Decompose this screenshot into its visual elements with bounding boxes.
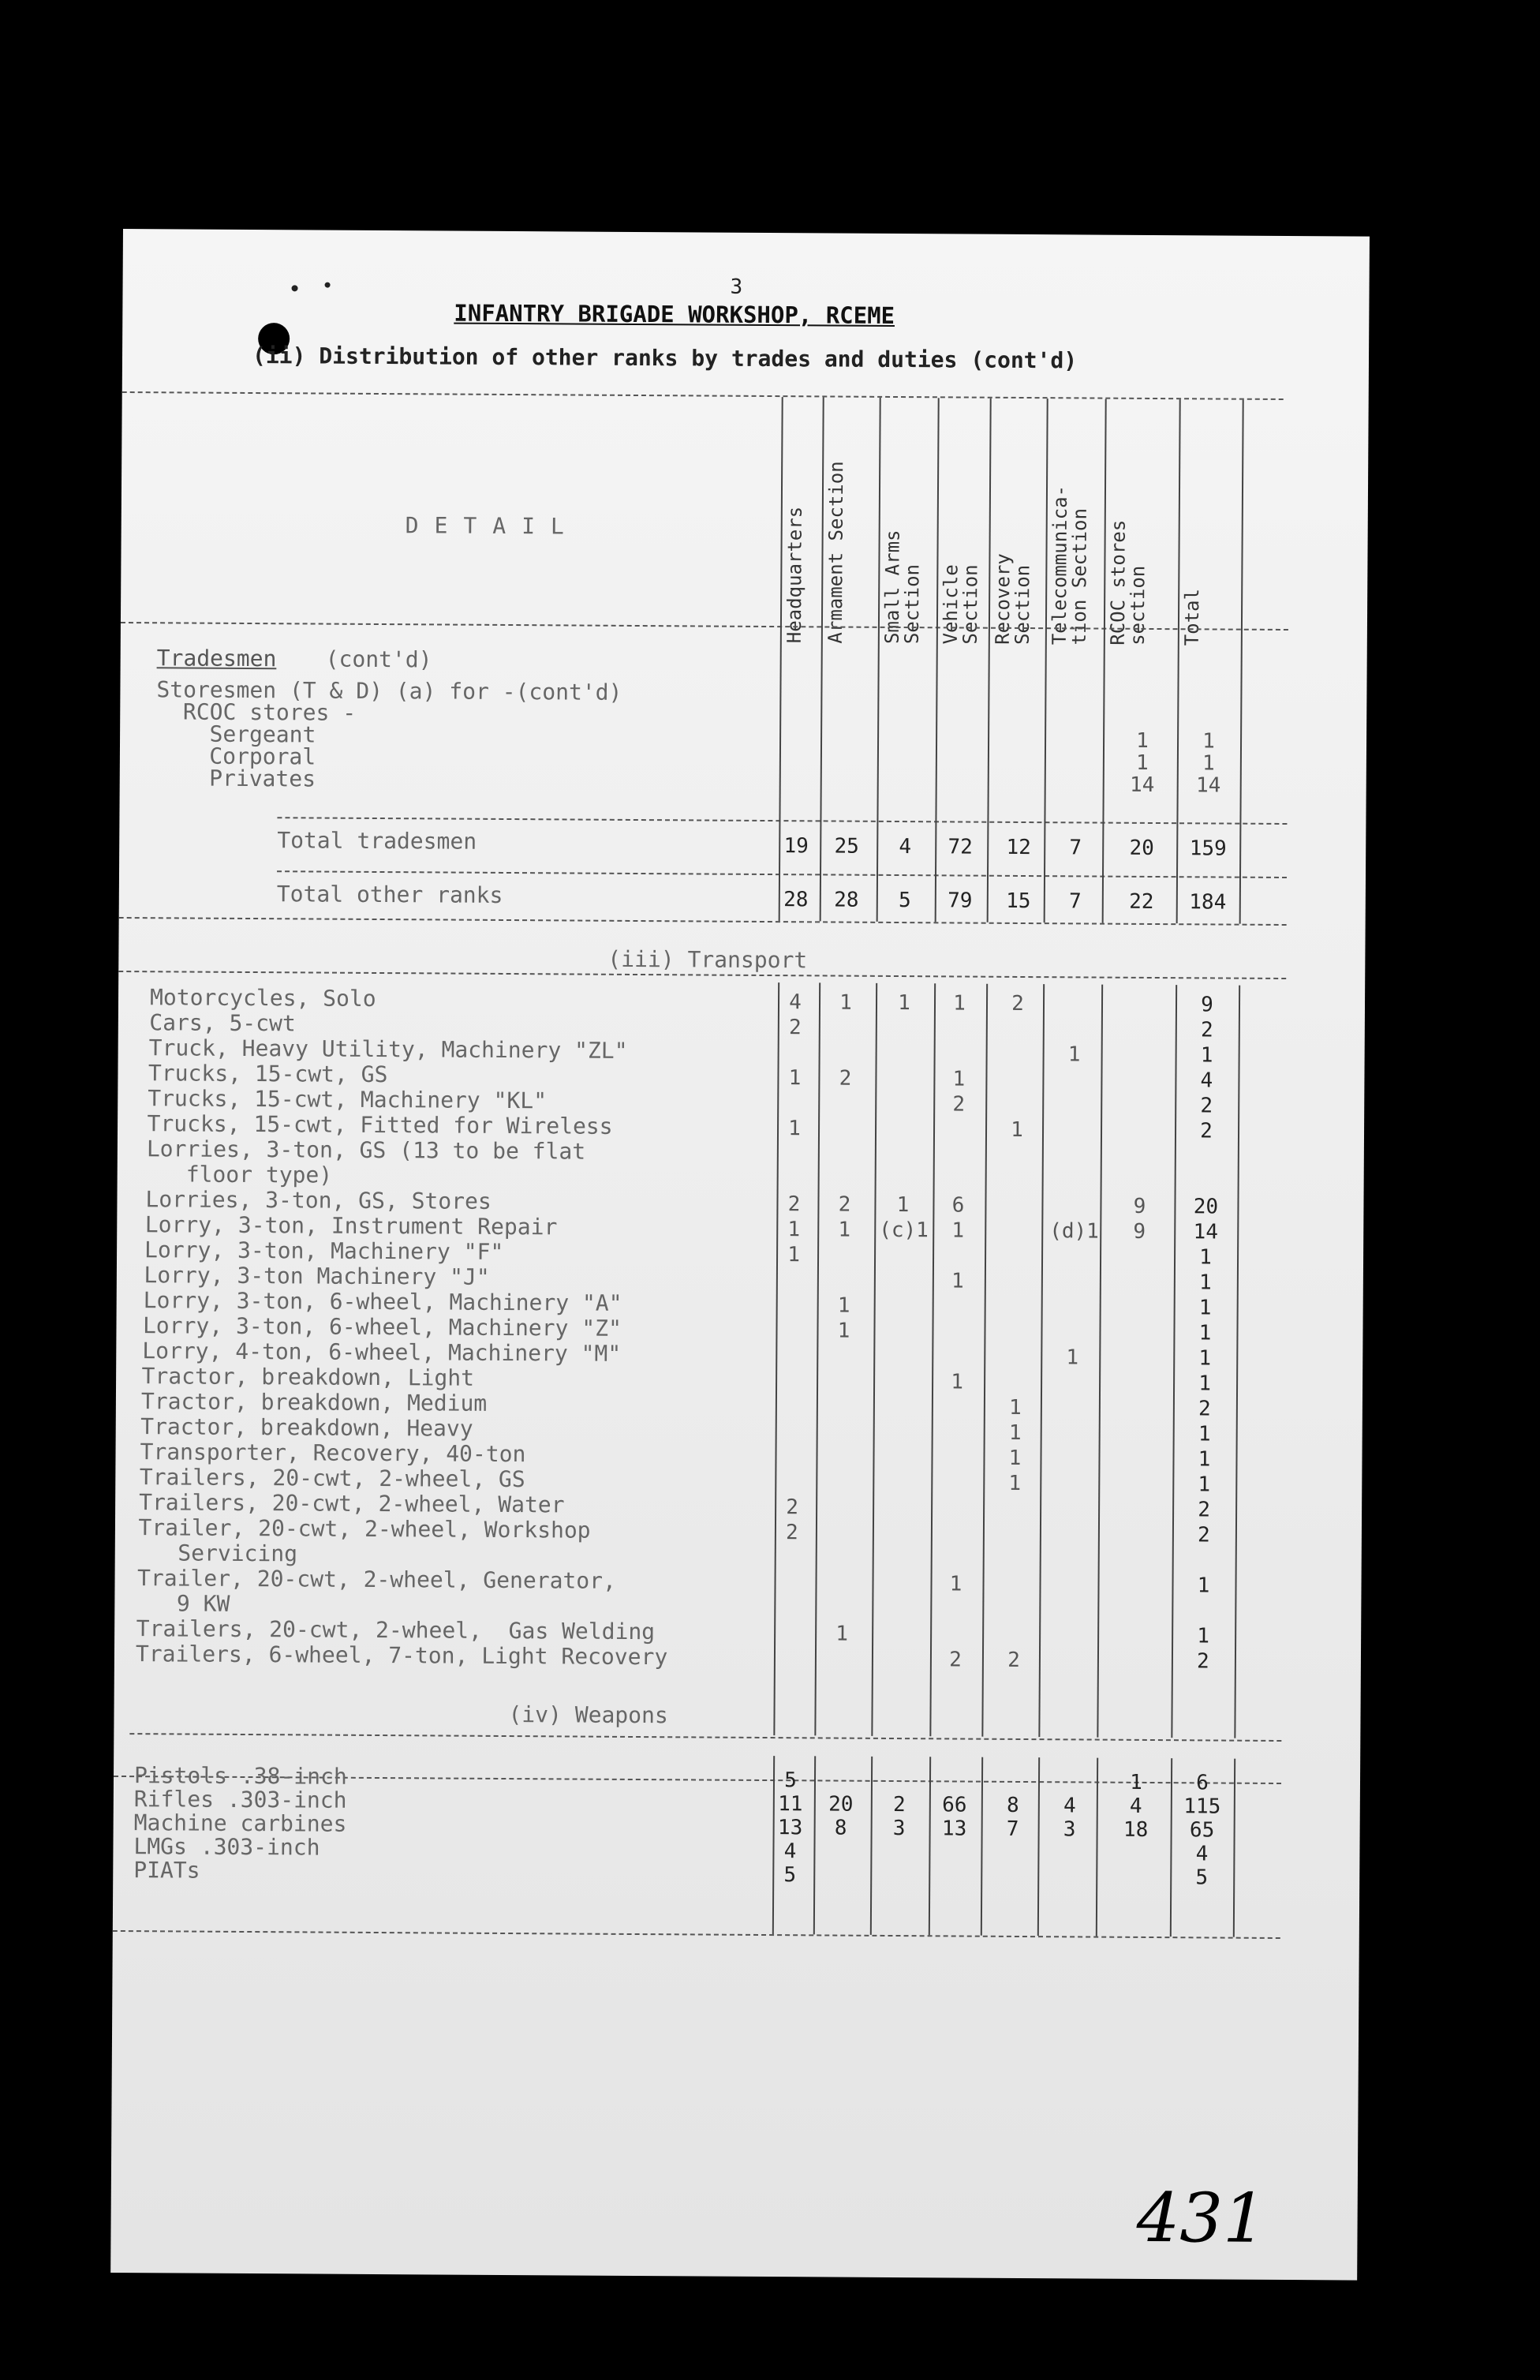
- table-cell: 1: [837, 1319, 850, 1343]
- transport-line: Tractor, breakdown, Heavy: [140, 1413, 473, 1442]
- column-divider: [1102, 399, 1107, 923]
- column-divider: [981, 1757, 983, 1936]
- table-cell: 1: [1197, 1574, 1210, 1598]
- table-cell: 2: [952, 1092, 966, 1117]
- table-cell: 1: [1198, 1296, 1212, 1320]
- column-divider: [1170, 1758, 1172, 1937]
- table-cell: 1: [1135, 750, 1149, 775]
- table-cell: 159: [1189, 836, 1227, 861]
- table-cell: 1: [1198, 1447, 1211, 1472]
- transport-line: Trailers, 20-cwt, 2-wheel, Water: [139, 1489, 565, 1518]
- table-cell: 2: [1200, 1018, 1213, 1042]
- table-cell: (d)1: [1049, 1219, 1099, 1244]
- table-cell: 20: [828, 1792, 854, 1817]
- column-header: Armament Section: [824, 461, 848, 644]
- table-cell: 9: [1133, 1194, 1146, 1218]
- table-cell: 115: [1183, 1794, 1221, 1819]
- transport-line: Truck, Heavy Utility, Machinery "ZL": [148, 1035, 628, 1064]
- transport-line: Servicing: [137, 1540, 298, 1567]
- column-divider: [1239, 400, 1244, 924]
- tradesmen-line: Sergeant: [155, 720, 316, 748]
- column-divider: [1234, 986, 1240, 1738]
- table-cell: 5: [783, 1863, 797, 1888]
- table-cell: 11: [778, 1792, 803, 1817]
- table-cell: 4: [1195, 1842, 1209, 1866]
- table-cell: 4: [899, 835, 912, 859]
- column-header: Total: [1180, 588, 1204, 646]
- table-cell: (c)1: [879, 1218, 929, 1243]
- transport-line: 9 KW: [136, 1590, 230, 1617]
- table-cell: 7: [1069, 836, 1082, 860]
- table-cell: 6: [951, 1193, 965, 1218]
- table-cell: 4: [789, 990, 802, 1015]
- column-header: Vehicle Section: [939, 564, 982, 645]
- weapons-line: Pistols .38-inch: [133, 1762, 347, 1790]
- weapons-line: PIATs: [133, 1857, 200, 1884]
- table-cell: 2: [1007, 1648, 1020, 1672]
- transport-heading: (iii) Transport: [607, 945, 808, 974]
- transport-line: Transporter, Recovery, 40-ton: [140, 1439, 526, 1468]
- table-cell: 1: [1198, 1270, 1212, 1295]
- transport-line: Cars, 5-cwt: [149, 1009, 296, 1037]
- column-divider: [929, 1757, 931, 1935]
- transport-line: Lorry, 3-ton, Machinery "F": [144, 1237, 504, 1265]
- ink-mark: [292, 285, 298, 291]
- table-cell: 9: [1201, 993, 1213, 1017]
- table-cell: 13: [777, 1816, 803, 1840]
- table-cell: 66: [942, 1793, 967, 1817]
- table-cell: 2: [949, 1648, 962, 1672]
- table-cell: 8: [1006, 1793, 1019, 1817]
- transport-line: Trailer, 20-cwt, 2-wheel, Workshop: [138, 1514, 591, 1544]
- table-cell: 1: [835, 1622, 849, 1646]
- table-cell: 13: [941, 1817, 967, 1841]
- table-rule: [113, 1930, 1280, 1939]
- transport-line: Lorry, 3-ton, 6-wheel, Machinery "A": [143, 1287, 622, 1316]
- table-rule: [277, 817, 1287, 825]
- weapons-line: Rifles .303-inch: [133, 1786, 347, 1813]
- tradesmen-line: Corporal: [155, 743, 316, 770]
- table-cell: 2: [786, 1521, 798, 1545]
- table-cell: 1: [838, 1218, 851, 1242]
- table-cell: 3: [1063, 1817, 1076, 1842]
- tradesmen-line: RCOC stores -: [156, 698, 357, 726]
- table-rule: [122, 391, 1284, 400]
- column-divider: [1176, 399, 1181, 923]
- column-divider: [773, 982, 779, 1735]
- document-page: [110, 229, 1370, 2281]
- transport-line: Lorries, 3-ton, GS (13 to be flat: [146, 1136, 586, 1165]
- transport-line: Lorries, 3-ton, GS, Stores: [145, 1186, 492, 1214]
- table-cell: 2: [787, 1192, 801, 1217]
- transport-line: Lorry, 4-ton, 6-wheel, Machinery "M": [142, 1338, 622, 1367]
- table-cell: 28: [783, 888, 809, 912]
- table-cell: 2: [1011, 991, 1024, 1016]
- table-cell: 1: [1198, 1346, 1212, 1371]
- column-divider: [1171, 985, 1177, 1738]
- table-cell: 1: [787, 1243, 800, 1267]
- table-cell: 1: [896, 1193, 910, 1218]
- table-cell: 1: [1198, 1422, 1211, 1446]
- weapons-heading: (iv) Weapons: [508, 1701, 668, 1729]
- column-divider: [870, 1757, 873, 1935]
- table-cell: 1: [1008, 1395, 1022, 1420]
- table-cell: 22: [1129, 889, 1154, 914]
- table-cell: 1: [1197, 1624, 1210, 1648]
- column-divider: [987, 399, 992, 922]
- table-cell: 20: [1129, 836, 1154, 860]
- table-cell: 28: [834, 888, 859, 912]
- table-cell: 1: [1202, 729, 1215, 754]
- table-cell: 2: [786, 1495, 799, 1520]
- weapons-line: Machine carbines: [133, 1809, 347, 1837]
- table-cell: 14: [1129, 773, 1155, 797]
- column-divider: [1038, 984, 1045, 1737]
- document-title: INFANTRY BRIGADE WORKSHOP, RCEME: [454, 299, 895, 329]
- table-cell: 1: [1067, 1042, 1081, 1067]
- table-cell: 19: [783, 834, 809, 859]
- table-cell: 1: [898, 991, 910, 1016]
- table-cell: 184: [1189, 890, 1227, 915]
- table-cell: 1: [1202, 751, 1215, 776]
- weapons-line: LMGs .303-inch: [133, 1833, 320, 1861]
- table-cell: 1: [1136, 728, 1149, 753]
- table-cell: 1: [837, 1293, 850, 1318]
- table-cell: 18: [1123, 1817, 1149, 1842]
- table-cell: 20: [1193, 1195, 1219, 1219]
- tradesmen-heading-suffix: (cont'd): [325, 646, 432, 673]
- tradesmen-heading: Tradesmen: [156, 645, 277, 672]
- transport-line: Trucks, 15-cwt, Fitted for Wireless: [147, 1110, 613, 1139]
- table-cell: 7: [1068, 889, 1082, 914]
- total-tradesmen-label: Total tradesmen: [277, 827, 477, 855]
- table-cell: 5: [1195, 1865, 1209, 1890]
- column-header: Recovery Section: [991, 553, 1034, 646]
- transport-line: Trailers, 20-cwt, 2-wheel, GS: [139, 1464, 525, 1493]
- column-divider: [1097, 985, 1103, 1738]
- document-subtitle: (ii) Distribution of other ranks by trades and duties (cont'd): [252, 342, 1078, 374]
- table-cell: 14: [1193, 1220, 1219, 1244]
- transport-line: Trucks, 15-cwt, Machinery "KL": [148, 1085, 548, 1114]
- table-cell: 1: [1198, 1473, 1211, 1497]
- table-cell: 2: [1200, 1094, 1213, 1118]
- column-divider: [871, 983, 877, 1736]
- table-cell: 2: [838, 1192, 851, 1217]
- column-header: Telecommunica- tion Section: [1048, 485, 1092, 646]
- table-cell: 1: [1008, 1471, 1022, 1495]
- table-cell: 1: [788, 1066, 802, 1091]
- table-cell: 3: [892, 1816, 906, 1841]
- table-cell: 65: [1189, 1818, 1215, 1843]
- archive-page-stamp: 431: [1136, 2178, 1267, 2258]
- table-rule: [277, 870, 1287, 878]
- table-cell: 72: [948, 835, 973, 859]
- table-cell: 2: [788, 1016, 802, 1040]
- table-cell: 1: [1199, 1245, 1212, 1270]
- column-divider: [877, 398, 881, 922]
- table-cell: 7: [1006, 1817, 1019, 1841]
- transport-line: Lorry, 3-ton, 6-wheel, Machinery "Z": [142, 1312, 622, 1342]
- transport-line: Motorcycles, Solo: [149, 984, 376, 1012]
- table-cell: 1: [1198, 1371, 1212, 1396]
- table-cell: 5: [784, 1768, 797, 1793]
- table-cell: 2: [1197, 1649, 1209, 1674]
- table-cell: 4: [1129, 1794, 1142, 1818]
- table-cell: 2: [1200, 1119, 1213, 1143]
- transport-line: floor type): [146, 1161, 333, 1188]
- table-cell: 4: [1063, 1794, 1076, 1818]
- column-divider: [1233, 1759, 1235, 1937]
- table-cell: 1: [787, 1218, 801, 1242]
- table-cell: 2: [1197, 1523, 1210, 1547]
- transport-line: Lorry, 3-ton, Instrument Repair: [144, 1211, 558, 1241]
- transport-line: Lorry, 3-ton Machinery "J": [144, 1262, 490, 1290]
- table-cell: 2: [839, 1066, 852, 1091]
- column-header: Headquarters: [783, 506, 806, 644]
- total-other-ranks-label: Total other ranks: [276, 881, 503, 908]
- column-divider: [981, 984, 988, 1737]
- table-cell: 1: [839, 990, 852, 1015]
- column-header: RCOC stores section: [1106, 519, 1149, 646]
- table-cell: 1: [951, 1218, 965, 1243]
- transport-line: Trailers, 20-cwt, 2-wheel, Gas Welding: [136, 1615, 656, 1645]
- page-number: 3: [730, 275, 743, 299]
- table-cell: 5: [898, 889, 911, 913]
- table-cell: 6: [1196, 1771, 1209, 1795]
- table-cell: 1: [1198, 1321, 1212, 1345]
- table-cell: 12: [1006, 835, 1031, 860]
- detail-column-header: DETAIL: [405, 512, 580, 540]
- table-cell: 15: [1006, 889, 1031, 914]
- table-cell: 1: [1011, 1117, 1023, 1142]
- table-cell: 1: [1008, 1420, 1022, 1445]
- table-cell: 79: [948, 889, 973, 913]
- table-cell: 1: [951, 1269, 964, 1293]
- table-cell: 4: [783, 1839, 797, 1864]
- table-cell: 14: [1195, 773, 1221, 798]
- transport-line: Trucks, 15-cwt, GS: [148, 1060, 388, 1088]
- column-header: Small Arms Section: [880, 530, 924, 645]
- column-divider: [1037, 1757, 1040, 1936]
- table-rule: [129, 1733, 1281, 1742]
- column-divider: [1044, 399, 1048, 922]
- ink-mark: [325, 283, 331, 288]
- table-cell: 1: [951, 1370, 964, 1394]
- table-cell: 25: [834, 834, 859, 859]
- column-divider: [1096, 1758, 1098, 1937]
- table-rule: [119, 917, 1287, 926]
- table-cell: 9: [1133, 1219, 1146, 1244]
- table-cell: 8: [834, 1816, 847, 1840]
- tradesmen-line: Storesmen (T & D) (a) for -(cont'd): [156, 676, 622, 705]
- table-cell: 2: [1198, 1397, 1211, 1421]
- table-cell: 1: [953, 991, 966, 1016]
- table-cell: 2: [1198, 1498, 1211, 1522]
- table-cell: 1: [1008, 1446, 1022, 1470]
- table-cell: 1: [1130, 1770, 1142, 1794]
- table-cell: 1: [1066, 1345, 1079, 1370]
- transport-line: Trailers, 6-wheel, 7-ton, Light Recovery: [135, 1641, 668, 1671]
- table-cell: 4: [1200, 1068, 1213, 1093]
- transport-line: Tractor, breakdown, Light: [141, 1363, 475, 1391]
- transport-line: Trailer, 20-cwt, 2-wheel, Generator,: [136, 1565, 617, 1594]
- table-cell: 1: [1200, 1043, 1213, 1068]
- table-cell: 1: [952, 1067, 966, 1091]
- table-cell: 1: [788, 1117, 801, 1141]
- table-rules: [123, 229, 1370, 237]
- table-cell: 2: [892, 1792, 906, 1817]
- tradesmen-line: Privates: [155, 765, 316, 792]
- table-cell: 1: [949, 1572, 962, 1596]
- transport-line: Tractor, breakdown, Medium: [140, 1388, 488, 1416]
